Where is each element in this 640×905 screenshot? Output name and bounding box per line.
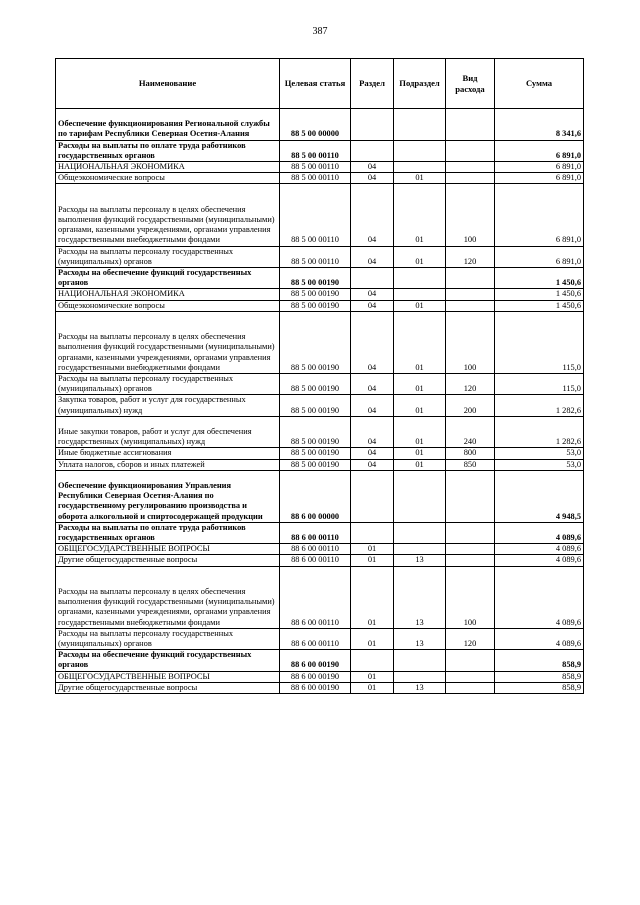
table-header-row	[56, 59, 584, 109]
cell-section: 01	[351, 544, 394, 555]
cell-target: 88 5 00 00190	[280, 289, 351, 300]
cell-section	[351, 140, 394, 161]
cell-expense-type	[446, 109, 495, 141]
table-row	[56, 671, 584, 682]
cell-subsection: 01	[394, 173, 446, 184]
cell-name: Общеэкономические вопросы	[56, 300, 280, 311]
cell-expense-type: 100	[446, 566, 495, 628]
table-row	[56, 682, 584, 693]
cell-target: 88 5 00 00190	[280, 448, 351, 459]
cell-name: Расходы на выплаты персоналу в целях обеспечения выполнения функций государственными (муниципальными) органами, казенными учреждениями, органами управления государственными внебюджетными фондами	[56, 566, 280, 628]
cell-subsection: 01	[394, 459, 446, 470]
cell-name: Расходы на выплаты по оплате труда работников государственных органов	[56, 140, 280, 161]
table-row	[56, 448, 584, 459]
cell-subsection	[394, 470, 446, 522]
cell-target: 88 6 00 00110	[280, 522, 351, 543]
cell-section	[351, 522, 394, 543]
cell-target: 88 5 00 00190	[280, 416, 351, 448]
table-body	[56, 109, 584, 694]
header-subsection: Подраздел	[394, 59, 446, 109]
cell-subsection	[394, 289, 446, 300]
cell-section	[351, 268, 394, 289]
cell-target: 88 6 00 00110	[280, 544, 351, 555]
table-row	[56, 395, 584, 416]
cell-expense-type	[446, 555, 495, 566]
cell-subsection	[394, 671, 446, 682]
table-row	[56, 522, 584, 543]
cell-sum: 6 891,0	[495, 184, 584, 246]
cell-target: 88 5 00 00190	[280, 374, 351, 395]
cell-sum: 858,9	[495, 671, 584, 682]
cell-target: 88 6 00 00110	[280, 566, 351, 628]
cell-sum: 115,0	[495, 311, 584, 373]
cell-subsection: 01	[394, 374, 446, 395]
cell-expense-type	[446, 522, 495, 543]
cell-section	[351, 470, 394, 522]
cell-subsection	[394, 522, 446, 543]
cell-expense-type	[446, 650, 495, 671]
cell-sum: 53,0	[495, 448, 584, 459]
cell-name: ОБЩЕГОСУДАРСТВЕННЫЕ ВОПРОСЫ	[56, 671, 280, 682]
cell-expense-type: 240	[446, 416, 495, 448]
header-sum: Сумма	[495, 59, 584, 109]
cell-name: Закупка товаров, работ и услуг для государственных (муниципальных) нужд	[56, 395, 280, 416]
table-row	[56, 162, 584, 173]
cell-section: 04	[351, 300, 394, 311]
cell-target: 88 5 00 00000	[280, 109, 351, 141]
cell-section: 04	[351, 173, 394, 184]
header-expense-type: Вид расхода	[446, 59, 495, 109]
cell-section: 04	[351, 246, 394, 267]
cell-subsection: 01	[394, 184, 446, 246]
cell-target: 88 6 00 00000	[280, 470, 351, 522]
cell-subsection	[394, 650, 446, 671]
cell-sum: 1 450,6	[495, 300, 584, 311]
cell-expense-type: 800	[446, 448, 495, 459]
cell-section: 01	[351, 628, 394, 649]
cell-expense-type	[446, 162, 495, 173]
cell-sum: 4 089,6	[495, 566, 584, 628]
cell-expense-type	[446, 268, 495, 289]
cell-sum: 6 891,0	[495, 246, 584, 267]
table-row	[56, 459, 584, 470]
table-row	[56, 184, 584, 246]
table-row	[56, 650, 584, 671]
cell-section: 04	[351, 448, 394, 459]
table-row	[56, 268, 584, 289]
cell-name: НАЦИОНАЛЬНАЯ ЭКОНОМИКА	[56, 162, 280, 173]
table-row	[56, 416, 584, 448]
cell-name: Обеспечение функционирования Региональной службы по тарифам Республики Северная Осетия-Алания	[56, 109, 280, 141]
cell-expense-type: 200	[446, 395, 495, 416]
cell-section: 04	[351, 395, 394, 416]
cell-expense-type	[446, 671, 495, 682]
cell-expense-type	[446, 544, 495, 555]
cell-section: 04	[351, 311, 394, 373]
table-row	[56, 566, 584, 628]
cell-target: 88 5 00 00110	[280, 184, 351, 246]
cell-name: Расходы на выплаты по оплате труда работников государственных органов	[56, 522, 280, 543]
cell-subsection	[394, 544, 446, 555]
cell-sum: 1 282,6	[495, 416, 584, 448]
cell-subsection	[394, 140, 446, 161]
table-row	[56, 246, 584, 267]
cell-expense-type	[446, 289, 495, 300]
cell-expense-type: 120	[446, 374, 495, 395]
cell-target: 88 6 00 00190	[280, 671, 351, 682]
cell-subsection: 13	[394, 682, 446, 693]
cell-target: 88 5 00 00190	[280, 311, 351, 373]
table-row	[56, 140, 584, 161]
table-row	[56, 300, 584, 311]
cell-target: 88 5 00 00110	[280, 162, 351, 173]
cell-name: Расходы на обеспечение функций государственных органов	[56, 650, 280, 671]
cell-subsection: 01	[394, 448, 446, 459]
cell-sum: 1 450,6	[495, 268, 584, 289]
cell-target: 88 5 00 00190	[280, 459, 351, 470]
cell-section: 04	[351, 184, 394, 246]
cell-section: 04	[351, 289, 394, 300]
cell-section: 04	[351, 459, 394, 470]
cell-target: 88 5 00 00190	[280, 395, 351, 416]
cell-expense-type	[446, 300, 495, 311]
cell-sum: 115,0	[495, 374, 584, 395]
cell-section: 01	[351, 566, 394, 628]
cell-name: Иные закупки товаров, работ и услуг для обеспечения государственных (муниципальных) нужд	[56, 416, 280, 448]
cell-expense-type	[446, 682, 495, 693]
cell-name: Уплата налогов, сборов и иных платежей	[56, 459, 280, 470]
header-name: Наименование	[56, 59, 280, 109]
cell-sum: 1 450,6	[495, 289, 584, 300]
cell-section	[351, 650, 394, 671]
cell-target: 88 5 00 00190	[280, 268, 351, 289]
cell-name: НАЦИОНАЛЬНАЯ ЭКОНОМИКА	[56, 289, 280, 300]
cell-name: Иные бюджетные ассигнования	[56, 448, 280, 459]
cell-target: 88 6 00 00110	[280, 628, 351, 649]
cell-subsection: 01	[394, 300, 446, 311]
table-row	[56, 628, 584, 649]
cell-sum: 1 282,6	[495, 395, 584, 416]
cell-subsection	[394, 268, 446, 289]
cell-sum: 858,9	[495, 650, 584, 671]
cell-sum: 8 341,6	[495, 109, 584, 141]
cell-sum: 6 891,0	[495, 173, 584, 184]
cell-target: 88 5 00 00110	[280, 140, 351, 161]
cell-name: Расходы на выплаты персоналу в целях обеспечения выполнения функций государственными (муниципальными) органами, казенными учреждениями, органами управления государственными внебюджетными фондами	[56, 311, 280, 373]
cell-expense-type: 850	[446, 459, 495, 470]
page-number: 387	[312, 26, 328, 37]
cell-subsection: 01	[394, 311, 446, 373]
cell-name: ОБЩЕГОСУДАРСТВЕННЫЕ ВОПРОСЫ	[56, 544, 280, 555]
cell-section: 01	[351, 682, 394, 693]
cell-section: 01	[351, 555, 394, 566]
table-row	[56, 544, 584, 555]
cell-name: Расходы на выплаты персоналу государственных (муниципальных) органов	[56, 246, 280, 267]
cell-sum: 4 089,6	[495, 555, 584, 566]
cell-sum: 4 948,5	[495, 470, 584, 522]
budget-table	[55, 58, 584, 694]
table-row	[56, 555, 584, 566]
cell-expense-type: 120	[446, 628, 495, 649]
cell-name: Обеспечение функционирования Управления Республики Северная Осетия-Алания по государственному регулированию производства и оборота алкогольной и спиртосодержащей продукции	[56, 470, 280, 522]
cell-subsection	[394, 162, 446, 173]
cell-sum: 858,9	[495, 682, 584, 693]
table-row	[56, 173, 584, 184]
cell-section: 04	[351, 416, 394, 448]
cell-sum: 6 891,0	[495, 140, 584, 161]
cell-name: Другие общегосударственные вопросы	[56, 555, 280, 566]
cell-sum: 4 089,6	[495, 544, 584, 555]
cell-subsection: 01	[394, 395, 446, 416]
cell-expense-type: 120	[446, 246, 495, 267]
cell-section	[351, 109, 394, 141]
cell-subsection: 13	[394, 555, 446, 566]
cell-name: Расходы на выплаты персоналу государственных (муниципальных) органов	[56, 628, 280, 649]
table-row	[56, 470, 584, 522]
cell-target: 88 6 00 00190	[280, 682, 351, 693]
cell-name: Расходы на выплаты персоналу в целях обеспечения выполнения функций государственными (муниципальными) органами, казенными учреждениями, органами управления государственными внебюджетными фондами	[56, 184, 280, 246]
cell-expense-type: 100	[446, 311, 495, 373]
header-target: Целевая статья	[280, 59, 351, 109]
cell-target: 88 5 00 00190	[280, 300, 351, 311]
cell-expense-type	[446, 173, 495, 184]
cell-subsection: 01	[394, 416, 446, 448]
table-row	[56, 109, 584, 141]
cell-target: 88 5 00 00110	[280, 246, 351, 267]
header-section: Раздел	[351, 59, 394, 109]
cell-name: Расходы на обеспечение функций государственных органов	[56, 268, 280, 289]
cell-subsection	[394, 109, 446, 141]
cell-name: Общеэкономические вопросы	[56, 173, 280, 184]
cell-target: 88 6 00 00110	[280, 555, 351, 566]
cell-section: 01	[351, 671, 394, 682]
table-row	[56, 374, 584, 395]
cell-sum: 6 891,0	[495, 162, 584, 173]
cell-name: Расходы на выплаты персоналу государственных (муниципальных) органов	[56, 374, 280, 395]
table-row	[56, 289, 584, 300]
cell-sum: 4 089,6	[495, 628, 584, 649]
cell-name: Другие общегосударственные вопросы	[56, 682, 280, 693]
cell-expense-type	[446, 140, 495, 161]
cell-subsection: 01	[394, 246, 446, 267]
cell-section: 04	[351, 162, 394, 173]
cell-target: 88 6 00 00190	[280, 650, 351, 671]
cell-subsection: 13	[394, 566, 446, 628]
cell-section: 04	[351, 374, 394, 395]
cell-expense-type	[446, 470, 495, 522]
cell-subsection: 13	[394, 628, 446, 649]
cell-sum: 4 089,6	[495, 522, 584, 543]
cell-target: 88 5 00 00110	[280, 173, 351, 184]
cell-sum: 53,0	[495, 459, 584, 470]
cell-expense-type: 100	[446, 184, 495, 246]
table-row	[56, 311, 584, 373]
